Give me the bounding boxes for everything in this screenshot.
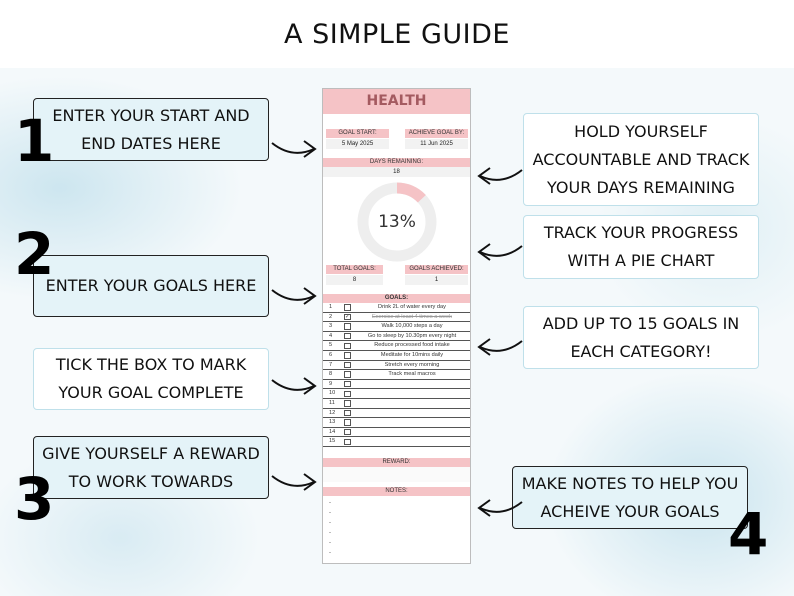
callout-notes: MAKE NOTES TO HELP YOU ACHEIVE YOUR GOALS — [512, 466, 748, 529]
callout-accountable: HOLD YOURSELF ACCOUNTABLE AND TRACK YOUR DAYS REMAINING — [523, 113, 759, 206]
callout-progress: TRACK YOUR PROGRESS WITH A PIE CHART — [523, 215, 759, 279]
note-line: - — [329, 540, 331, 546]
goal-checkbox[interactable] — [344, 419, 351, 426]
goal-number: 14 — [329, 428, 336, 435]
days-remaining-value: 18 — [323, 167, 470, 177]
step-number-1: 1 — [14, 107, 55, 175]
goal-row — [323, 380, 470, 390]
goal-text[interactable]: Drink 2L of water every day — [378, 304, 446, 310]
goal-text[interactable]: Track meal macros — [388, 371, 436, 378]
goal-row — [323, 351, 470, 361]
goal-number: 1 — [329, 304, 333, 310]
goal-row — [323, 418, 470, 428]
goal-row — [323, 399, 470, 409]
callout-dates: ENTER YOUR START AND END DATES HERE — [33, 98, 269, 161]
note-line: - — [329, 510, 331, 516]
goal-text[interactable]: Meditate for 10mins daily — [380, 352, 444, 358]
goal-row — [323, 428, 470, 438]
goal-start-label: GOAL START: — [326, 129, 389, 138]
goals-header: GOALS: — [323, 294, 470, 303]
arrow-left-icon — [474, 494, 524, 524]
goal-number: 10 — [329, 390, 336, 397]
goal-number: 8 — [329, 371, 333, 378]
title-bar — [0, 0, 794, 68]
goal-row — [323, 313, 470, 323]
goal-number: 15 — [329, 438, 336, 445]
goal-checkbox[interactable] — [344, 362, 351, 369]
goal-checkbox[interactable] — [344, 343, 351, 350]
goal-text[interactable]: Stretch every morning — [384, 361, 440, 368]
notes-label: NOTES: — [323, 487, 470, 496]
callout-goals: ENTER YOUR GOALS HERE — [33, 255, 269, 317]
goal-row — [323, 303, 470, 313]
goal-row — [323, 437, 470, 447]
goal-row — [323, 341, 470, 351]
goal-number: 7 — [329, 361, 333, 368]
goal-checkbox[interactable] — [344, 400, 351, 407]
total-goals-label: TOTAL GOALS: — [326, 265, 383, 274]
goal-text[interactable]: Reduce processed food intake — [374, 342, 450, 349]
goal-checkbox[interactable] — [344, 323, 351, 330]
goal-number: 4 — [329, 332, 333, 339]
planner-sheet — [322, 88, 471, 564]
goals-achieved-label: GOALS ACHIEVED: — [405, 265, 468, 274]
progress-percent: 13% — [378, 212, 416, 232]
step-number-3: 3 — [14, 465, 55, 533]
category-title: HEALTH — [323, 89, 470, 114]
goal-start-value[interactable]: 5 May 2025 — [326, 139, 389, 149]
callout-reward: GIVE YOURSELF A REWARD TO WORK TOWARDS — [33, 436, 269, 499]
callout-tick: TICK THE BOX TO MARK YOUR GOAL COMPLETE — [33, 348, 269, 410]
total-goals-value: 8 — [326, 275, 383, 285]
goal-checkbox[interactable]: ✓ — [345, 313, 351, 320]
goal-checkbox[interactable] — [344, 371, 351, 378]
callout-up-to-15: ADD UP TO 15 GOALS IN EACH CATEGORY! — [523, 306, 759, 369]
goal-number: 5 — [329, 342, 333, 349]
goal-text[interactable]: Walk 10,000 steps a day — [381, 323, 443, 330]
progress-pie-chart — [357, 182, 437, 262]
arrow-right-icon — [270, 468, 320, 498]
goal-checkbox[interactable] — [344, 429, 351, 436]
reward-label: REWARD: — [323, 458, 470, 467]
page-title: A SIMPLE GUIDE — [284, 18, 510, 50]
goal-text[interactable]: Go to sleep by 10.30pm every night — [367, 332, 457, 339]
goals-achieved-value: 1 — [405, 275, 468, 285]
goal-number: 3 — [329, 323, 333, 330]
arrow-right-icon — [270, 282, 320, 312]
arrow-right-icon — [270, 372, 320, 402]
goal-row — [323, 332, 470, 342]
note-line: - — [329, 530, 331, 536]
note-line: - — [329, 550, 331, 556]
goal-checkbox[interactable] — [344, 381, 351, 388]
goal-number: 12 — [329, 409, 336, 416]
goal-row — [323, 389, 470, 399]
goal-checkbox[interactable] — [344, 410, 351, 417]
goal-checkbox[interactable] — [344, 333, 351, 340]
goal-row — [323, 370, 470, 380]
goal-checkbox[interactable] — [344, 304, 351, 311]
achieve-goal-value[interactable]: 11 Jun 2025 — [405, 139, 468, 149]
note-line: - — [329, 520, 331, 526]
arrow-left-icon — [474, 162, 524, 192]
achieve-goal-label: ACHIEVE GOAL BY: — [405, 129, 468, 138]
goal-text[interactable]: Exercise at least 4 times a week — [372, 313, 452, 320]
goal-row — [323, 361, 470, 371]
days-remaining-label: DAYS REMAINING: — [323, 158, 470, 167]
goal-number: 13 — [329, 419, 336, 426]
goal-checkbox[interactable] — [344, 352, 351, 359]
goal-number: 9 — [329, 380, 333, 387]
arrow-left-icon — [474, 238, 524, 268]
note-line: - — [329, 500, 331, 506]
arrow-left-icon — [474, 333, 524, 363]
goal-row — [323, 409, 470, 419]
goal-number: 2 — [329, 313, 333, 320]
goal-checkbox[interactable] — [344, 439, 351, 446]
arrow-right-icon — [270, 135, 320, 165]
step-number-2: 2 — [14, 220, 55, 288]
goal-number: 6 — [329, 352, 333, 358]
goal-checkbox[interactable] — [344, 391, 351, 398]
goal-row — [323, 322, 470, 332]
step-number-4: 4 — [728, 500, 769, 568]
goal-number: 11 — [329, 400, 335, 406]
reward-field[interactable] — [323, 467, 470, 482]
